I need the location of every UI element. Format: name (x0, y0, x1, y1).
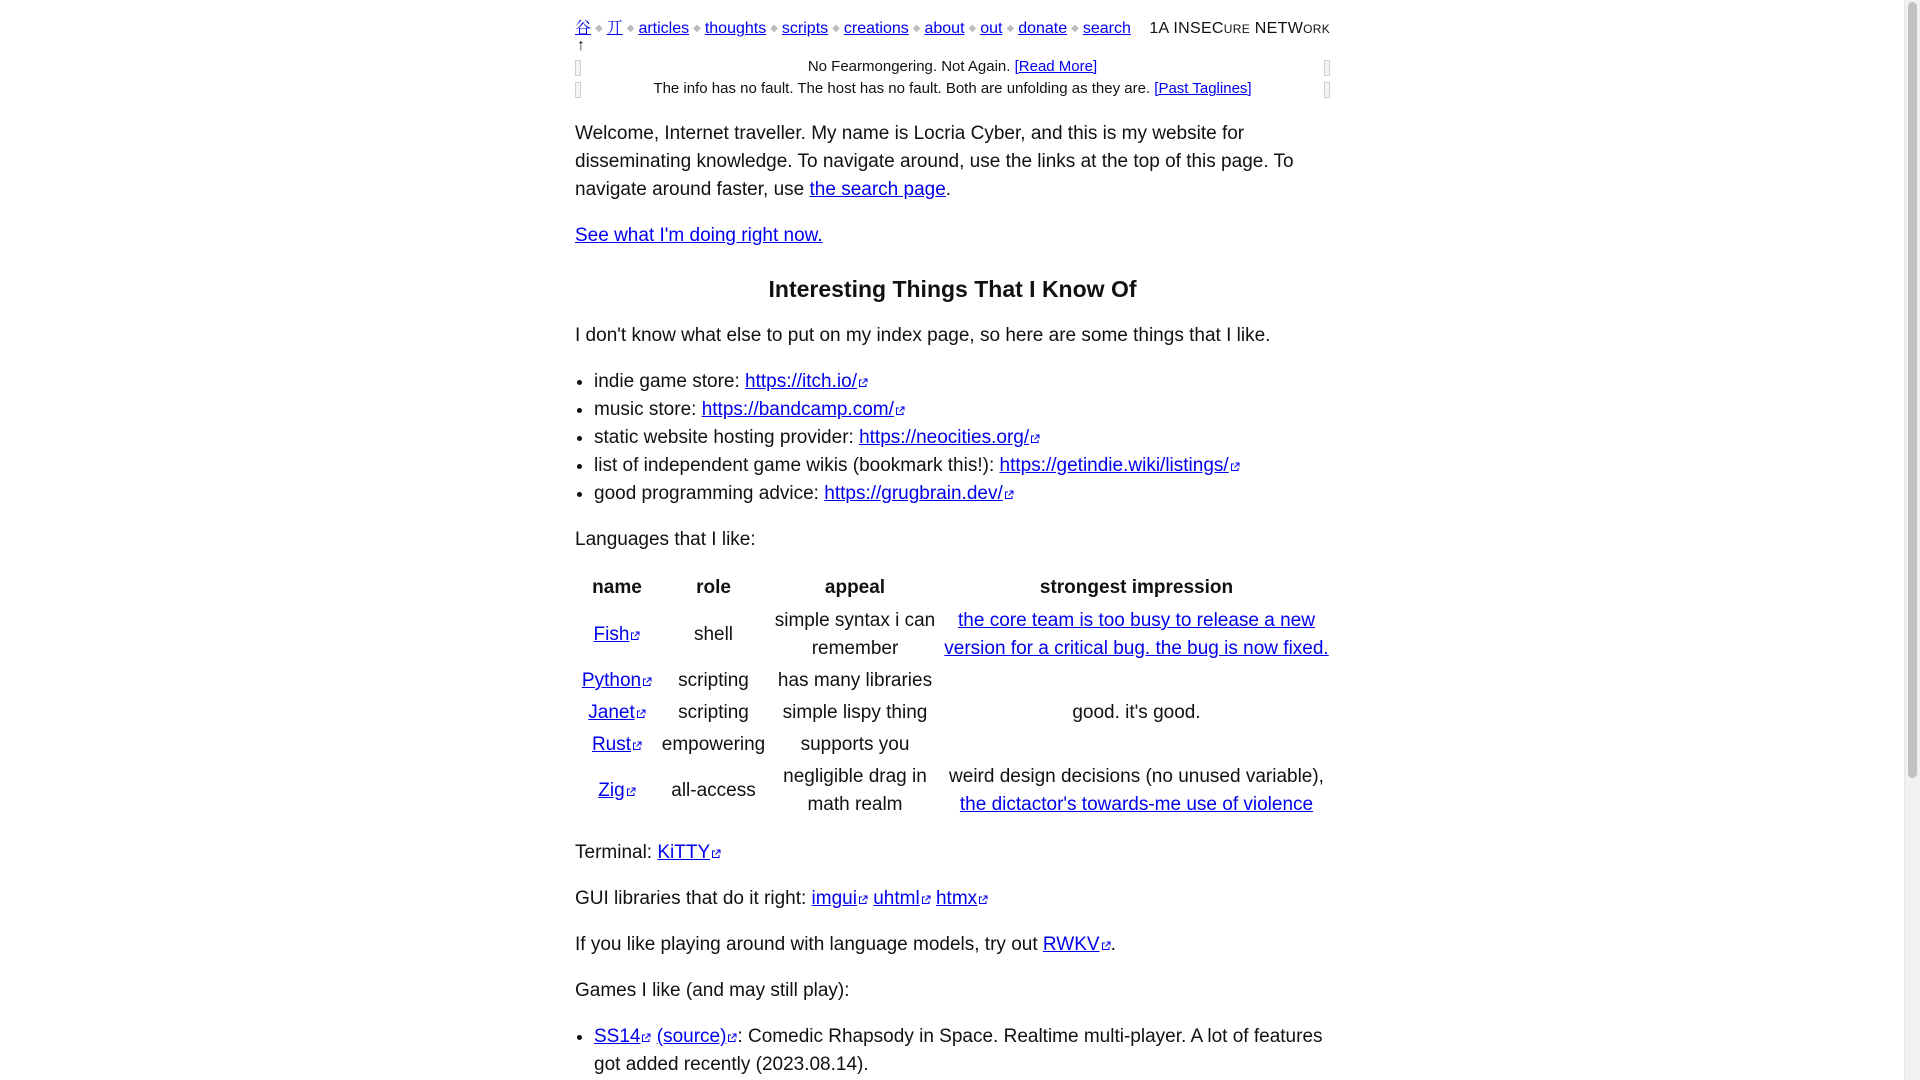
list-item (594, 452, 1330, 480)
external-link-icon (727, 1033, 737, 1043)
terminal-label: Terminal: (575, 842, 658, 863)
external-link-icon (630, 631, 640, 641)
table-row (575, 665, 1331, 697)
table-row (575, 729, 1331, 761)
table-header-row (575, 572, 1331, 605)
now-link[interactable]: See what I'm doing right now. (575, 225, 823, 246)
llm-end: . (1110, 934, 1116, 955)
link-text: Janet (588, 702, 635, 723)
tagline-bar-2 (575, 78, 1330, 100)
gui-paragraph (575, 885, 1330, 913)
bandcamp-link[interactable] (702, 399, 905, 420)
nav-home-glyph[interactable]: 谷 (575, 20, 592, 38)
table-cell: good. it's good. (1072, 702, 1201, 723)
vertical-scrollbar[interactable] (1904, 0, 1920, 1080)
llm-text: If you like playing around with language models, try out (575, 934, 1043, 955)
table-cell (575, 665, 659, 697)
impression-link[interactable]: the dictactor's towards-me use of violence (959, 794, 1314, 815)
things-list (575, 368, 1330, 508)
column-header: role (696, 577, 731, 598)
external-link-icon (858, 895, 868, 905)
list-item (594, 480, 1330, 508)
link-text: Python (581, 670, 642, 691)
lang-link-zig[interactable] (598, 780, 635, 801)
link-text: https://grugbrain.dev/ (824, 483, 1003, 504)
list-item (594, 424, 1330, 452)
tagline-bar-1 (575, 56, 1330, 78)
table-cell: empowering (661, 734, 766, 755)
list-item (594, 1023, 1330, 1079)
table-cell (575, 761, 659, 821)
rwkv-link[interactable] (1043, 934, 1111, 955)
table-cell: negligible drag in math realm (783, 766, 927, 815)
intro-paragraph (575, 120, 1330, 204)
nav-articles[interactable]: articles (638, 20, 690, 38)
top-nav (575, 0, 1330, 56)
nav-out[interactable]: out (980, 20, 1003, 38)
table-row (575, 761, 1331, 821)
link-text: https://bandcamp.com/ (701, 399, 894, 420)
section-title: Interesting Things That I Know Of (768, 276, 1137, 302)
table-cell: scripting (678, 702, 749, 723)
site-name-part: 1A INSEC (1149, 20, 1224, 37)
gui-label: GUI libraries that do it right: (575, 888, 812, 909)
external-link-icon (636, 709, 646, 719)
lang-link-janet[interactable] (588, 702, 645, 723)
nav-separator: ◆ (832, 23, 840, 34)
nav-separator: ◆ (626, 23, 635, 34)
link-text: imgui (811, 888, 857, 909)
table-row (575, 697, 1331, 729)
nav-scripts[interactable]: scripts (781, 20, 829, 38)
nav-separator: ◆ (1071, 23, 1079, 34)
tagline-text: The info has no fault. The host has no fault. Both are unfolding as they are. (653, 80, 1155, 97)
nav-donate[interactable]: donate (1018, 20, 1068, 38)
intro-text: Welcome, Internet traveller. My name is Locria Cyber, and this is my website for disseminating knowledge. To navigate around, use the links at the top of this page. To navigate around faster, use (575, 123, 1294, 200)
column-header: strongest impression (1039, 577, 1234, 598)
tagline-text: No Fearmongering. Not Again. (807, 58, 1015, 75)
list-item-label: good programming advice: (594, 483, 825, 504)
table-cell: shell (693, 624, 734, 645)
kitty-link[interactable] (657, 842, 721, 863)
terminal-paragraph (575, 839, 1330, 867)
grugbrain-link[interactable] (824, 483, 1014, 504)
column-header: name (592, 577, 642, 598)
nav-separator: ◆ (1006, 23, 1015, 34)
external-link-icon (626, 787, 636, 797)
imgui-link[interactable] (812, 888, 868, 909)
tagline-right-bracket (1324, 82, 1330, 98)
itch-link[interactable] (745, 371, 868, 392)
external-link-icon (1030, 434, 1040, 444)
external-link-icon (978, 895, 988, 905)
tagline-left-bracket (575, 82, 581, 98)
table-cell: has many libraries (777, 670, 933, 691)
link-text: RWKV (1042, 934, 1100, 955)
external-link-icon (1101, 941, 1111, 951)
table-cell (942, 761, 1331, 821)
table-cell (942, 605, 1331, 665)
column-header: appeal (824, 577, 886, 598)
games-intro: Games I like (and may still play): (575, 980, 850, 1001)
external-link-icon (711, 849, 721, 859)
external-link-icon (858, 378, 868, 388)
nav-creations[interactable]: creations (843, 20, 909, 38)
tagline-left-bracket (575, 60, 581, 76)
impression-text: weird design decisions (no unused variable), (949, 766, 1324, 787)
link-text: uhtml (873, 888, 920, 909)
llm-paragraph (575, 931, 1330, 959)
table-cell: scripting (678, 670, 749, 691)
table-cell (575, 605, 659, 665)
lang-link-fish[interactable] (594, 624, 641, 645)
neocities-link[interactable] (859, 427, 1040, 448)
languages-intro: Languages that I like: (575, 529, 756, 550)
intro-end: . (945, 179, 952, 200)
table-cell: supports you (800, 734, 910, 755)
link-text: SS14 (594, 1026, 641, 1047)
read-more-link[interactable]: [Read More] (1014, 58, 1098, 75)
nav-links (575, 20, 1131, 38)
tagline-right-bracket (1324, 60, 1330, 76)
link-text: (source) (656, 1026, 727, 1047)
nav-about[interactable]: about (924, 20, 965, 38)
lang-link-python[interactable] (582, 670, 652, 691)
external-link-icon (642, 677, 652, 687)
nav-search[interactable]: search (1082, 20, 1131, 38)
past-taglines-link[interactable]: [Past Taglines] (1154, 80, 1252, 97)
site-name-part: ORK (1303, 22, 1330, 36)
site-name-part: URE (1223, 22, 1251, 36)
games-list (575, 1023, 1330, 1079)
link-text: https://neocities.org/ (859, 427, 1030, 448)
link-text: Fish (593, 624, 630, 645)
up-arrow-icon[interactable]: ↑ (577, 37, 585, 54)
list-item (594, 368, 1330, 396)
link-text: Rust (591, 734, 632, 755)
table-cell (575, 697, 659, 729)
link-text: KiTTY (657, 842, 711, 863)
now-paragraph (575, 222, 1330, 250)
nav-separator: ◆ (770, 23, 778, 34)
lang-link-rust[interactable] (592, 734, 642, 755)
external-link-icon (1004, 490, 1014, 500)
page-content (575, 0, 1330, 1079)
nav-thoughts[interactable]: thoughts (704, 20, 767, 38)
list-item-label: static website hosting provider: (594, 427, 860, 448)
nav-separator: ◆ (968, 23, 977, 34)
game-description: : Comedic Rhapsody in Space. Realtime multi-player. A lot of features got added recently (2023.08.14). (594, 1026, 1323, 1075)
external-link-icon (921, 895, 931, 905)
link-text: https://getindie.wiki/listings/ (999, 455, 1229, 476)
table-cell (942, 665, 1331, 697)
external-link-icon (632, 741, 642, 751)
languages-table (575, 572, 1331, 821)
getindie-link[interactable] (1000, 455, 1240, 476)
ss14-link[interactable] (594, 1026, 651, 1047)
nav-separator: ◆ (693, 23, 701, 34)
external-link-icon (895, 406, 905, 416)
list-item (594, 396, 1330, 424)
table-cell (942, 729, 1331, 761)
nav-separator: ◆ (912, 23, 921, 34)
site-name (1149, 20, 1330, 38)
link-text: https://itch.io/ (745, 371, 857, 392)
things-intro: I don't know what else to put on my index page, so here are some things that I like. (575, 325, 1271, 346)
nav-glyph-2[interactable]: 丌 (606, 20, 623, 38)
table-cell: simple lispy thing (782, 702, 928, 723)
external-link-icon (641, 1033, 651, 1043)
table-cell (575, 729, 659, 761)
table-cell: simple syntax i can remember (774, 610, 936, 659)
list-item-label: list of independent game wikis (bookmark this!): (594, 455, 1000, 476)
link-text: htmx (935, 888, 978, 909)
ss14-source-link[interactable] (657, 1026, 738, 1047)
table-cell: all-access (671, 780, 756, 801)
link-text: Zig (598, 780, 625, 801)
htmx-link[interactable] (936, 888, 988, 909)
list-item-label: indie game store: (594, 371, 746, 392)
search-page-link[interactable]: the search page (809, 179, 946, 200)
site-name-part: NETW (1250, 20, 1304, 37)
external-link-icon (1230, 462, 1240, 472)
list-item-label: music store: (594, 399, 702, 420)
impression-link[interactable]: the core team is too busy to release a new version for a critical bug. the bug is now fixed. (944, 610, 1329, 659)
uhtml-link[interactable] (873, 888, 930, 909)
table-row (575, 605, 1331, 665)
scrollbar-thumb[interactable] (1908, 2, 1917, 778)
nav-separator: ◆ (595, 23, 603, 34)
